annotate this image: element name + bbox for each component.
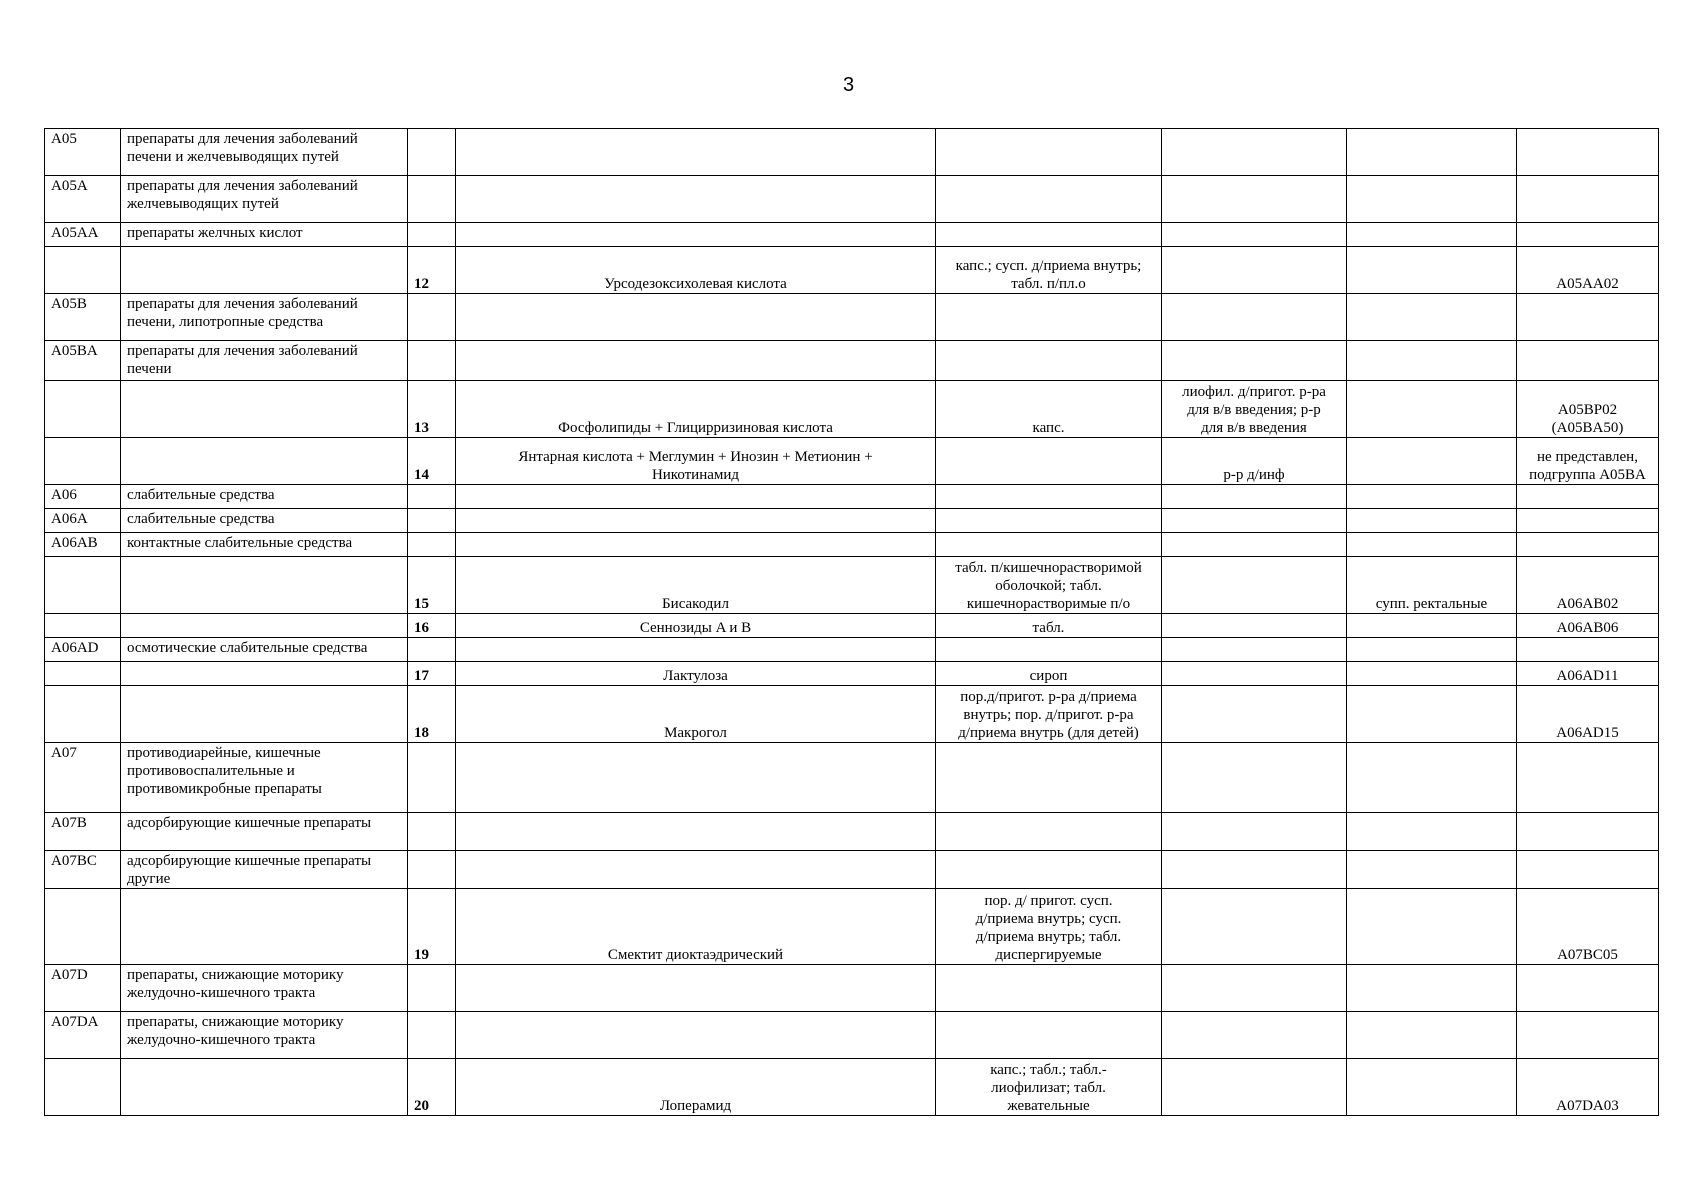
dosage-forms-parenteral xyxy=(1162,557,1347,614)
atc-code: A06AD11 xyxy=(1517,662,1659,686)
dosage-forms-oral xyxy=(936,341,1162,381)
table-row xyxy=(45,1012,1659,1059)
atc-code xyxy=(1517,965,1659,1012)
dosage-forms-parenteral xyxy=(1162,889,1347,965)
atc-group-name xyxy=(121,889,408,965)
atc-group-name: контактные слабительные средства xyxy=(121,533,408,557)
dosage-forms-parenteral xyxy=(1162,686,1347,743)
drug-name: Лоперамид xyxy=(456,1059,936,1116)
dosage-forms-oral xyxy=(936,223,1162,247)
dosage-forms-other xyxy=(1347,813,1517,851)
dosage-forms-other xyxy=(1347,889,1517,965)
table-row xyxy=(45,662,1659,686)
item-number: 14 xyxy=(408,438,456,485)
drug-name: Макрогол xyxy=(456,686,936,743)
atc-code xyxy=(1517,851,1659,889)
atc-group-code: A05AA xyxy=(45,223,121,247)
atc-group-name: препараты для лечения заболеваний печени и желчевыводящих путей xyxy=(121,129,408,176)
atc-code xyxy=(1517,743,1659,813)
item-number xyxy=(408,341,456,381)
item-number: 16 xyxy=(408,614,456,638)
dosage-forms-oral xyxy=(936,743,1162,813)
atc-group-code: A07DA xyxy=(45,1012,121,1059)
drug-name xyxy=(456,743,936,813)
item-number: 20 xyxy=(408,1059,456,1116)
dosage-forms-other xyxy=(1347,176,1517,223)
drug-name xyxy=(456,223,936,247)
atc-group-name xyxy=(121,662,408,686)
dosage-forms-oral: табл. п/кишечнорастворимой оболочкой; табл. кишечнорастворимые п/о xyxy=(936,557,1162,614)
atc-code xyxy=(1517,223,1659,247)
dosage-forms-oral xyxy=(936,176,1162,223)
atc-group-code: A07B xyxy=(45,813,121,851)
table-row xyxy=(45,438,1659,485)
atc-code: A06AD15 xyxy=(1517,686,1659,743)
atc-code: A05BP02 (A05BA50) xyxy=(1517,381,1659,438)
dosage-forms-oral xyxy=(936,438,1162,485)
dosage-forms-other xyxy=(1347,1012,1517,1059)
item-number: 12 xyxy=(408,247,456,294)
drug-name xyxy=(456,1012,936,1059)
drug-name xyxy=(456,485,936,509)
dosage-forms-oral: капс.; табл.; табл.- лиофилизат; табл. жевательные xyxy=(936,1059,1162,1116)
table-row xyxy=(45,129,1659,176)
item-number xyxy=(408,176,456,223)
item-number xyxy=(408,485,456,509)
dosage-forms-parenteral xyxy=(1162,247,1347,294)
table-row xyxy=(45,743,1659,813)
atc-code xyxy=(1517,638,1659,662)
atc-code xyxy=(1517,129,1659,176)
dosage-forms-oral: сироп xyxy=(936,662,1162,686)
dosage-forms-parenteral xyxy=(1162,813,1347,851)
atc-group-code xyxy=(45,438,121,485)
atc-group-name: препараты, снижающие моторику желудочно-кишечного тракта xyxy=(121,965,408,1012)
dosage-forms-parenteral xyxy=(1162,614,1347,638)
atc-code xyxy=(1517,1012,1659,1059)
dosage-forms-parenteral xyxy=(1162,662,1347,686)
atc-group-name xyxy=(121,614,408,638)
table-row xyxy=(45,813,1659,851)
dosage-forms-oral xyxy=(936,851,1162,889)
drug-name: Смектит диоктаэдрический xyxy=(456,889,936,965)
atc-group-name: слабительные средства xyxy=(121,485,408,509)
dosage-forms-parenteral xyxy=(1162,533,1347,557)
dosage-forms-other xyxy=(1347,381,1517,438)
table-row xyxy=(45,686,1659,743)
atc-group-code: A06AB xyxy=(45,533,121,557)
atc-group-name xyxy=(121,438,408,485)
drug-name: Фосфолипиды + Глицирризиновая кислота xyxy=(456,381,936,438)
drug-name xyxy=(456,851,936,889)
table-row xyxy=(45,381,1659,438)
drug-name: Бисакодил xyxy=(456,557,936,614)
atc-code xyxy=(1517,176,1659,223)
atc-group-name: препараты для лечения заболеваний печени xyxy=(121,341,408,381)
atc-group-name: препараты желчных кислот xyxy=(121,223,408,247)
drug-name xyxy=(456,509,936,533)
dosage-forms-parenteral xyxy=(1162,1059,1347,1116)
atc-group-code: A06 xyxy=(45,485,121,509)
item-number xyxy=(408,743,456,813)
dosage-forms-other xyxy=(1347,247,1517,294)
atc-group-name: адсорбирующие кишечные препараты другие xyxy=(121,851,408,889)
atc-group-code: A07 xyxy=(45,743,121,813)
atc-code xyxy=(1517,485,1659,509)
table-row xyxy=(45,485,1659,509)
table-row xyxy=(45,851,1659,889)
dosage-forms-parenteral xyxy=(1162,223,1347,247)
dosage-forms-oral xyxy=(936,485,1162,509)
table-row xyxy=(45,614,1659,638)
item-number: 18 xyxy=(408,686,456,743)
item-number xyxy=(408,294,456,341)
page-number: 3 xyxy=(842,74,855,96)
dosage-forms-parenteral xyxy=(1162,176,1347,223)
item-number xyxy=(408,509,456,533)
dosage-forms-oral xyxy=(936,813,1162,851)
item-number xyxy=(408,638,456,662)
dosage-forms-oral xyxy=(936,1012,1162,1059)
dosage-forms-other xyxy=(1347,662,1517,686)
dosage-forms-other xyxy=(1347,485,1517,509)
table-row xyxy=(45,965,1659,1012)
dosage-forms-parenteral xyxy=(1162,509,1347,533)
dosage-forms-oral xyxy=(936,509,1162,533)
atc-group-code: A05 xyxy=(45,129,121,176)
atc-group-code: A05BA xyxy=(45,341,121,381)
drug-name xyxy=(456,638,936,662)
table-row xyxy=(45,1059,1659,1116)
dosage-forms-parenteral xyxy=(1162,743,1347,813)
item-number xyxy=(408,1012,456,1059)
table-row xyxy=(45,638,1659,662)
dosage-forms-oral: табл. xyxy=(936,614,1162,638)
atc-code: не представлен, подгруппа A05BA xyxy=(1517,438,1659,485)
dosage-forms-parenteral xyxy=(1162,294,1347,341)
atc-group-code xyxy=(45,614,121,638)
item-number xyxy=(408,223,456,247)
table-row xyxy=(45,533,1659,557)
dosage-forms-other xyxy=(1347,638,1517,662)
atc-group-name: слабительные средства xyxy=(121,509,408,533)
dosage-forms-oral xyxy=(936,294,1162,341)
atc-code: A07BC05 xyxy=(1517,889,1659,965)
drug-name: Лактулоза xyxy=(456,662,936,686)
table-row xyxy=(45,223,1659,247)
atc-code xyxy=(1517,533,1659,557)
table-row xyxy=(45,294,1659,341)
dosage-forms-parenteral xyxy=(1162,638,1347,662)
drug-name xyxy=(456,533,936,557)
item-number xyxy=(408,129,456,176)
dosage-forms-parenteral: лиофил. д/пригот. р-ра для в/в введения; р-р для в/в введения xyxy=(1162,381,1347,438)
atc-group-name xyxy=(121,381,408,438)
dosage-forms-other xyxy=(1347,509,1517,533)
drug-name xyxy=(456,965,936,1012)
item-number xyxy=(408,533,456,557)
item-number xyxy=(408,813,456,851)
drug-name: Янтарная кислота + Меглумин + Инозин + Метионин + Никотинамид xyxy=(456,438,936,485)
drug-registry-table xyxy=(44,128,1659,1116)
atc-code: A05AA02 xyxy=(1517,247,1659,294)
dosage-forms-oral: пор.д/пригот. р-ра д/приема внутрь; пор. д/пригот. р-ра д/приема внутрь (для детей) xyxy=(936,686,1162,743)
dosage-forms-other xyxy=(1347,965,1517,1012)
dosage-forms-other: супп. ректальные xyxy=(1347,557,1517,614)
dosage-forms-parenteral: р-р д/инф xyxy=(1162,438,1347,485)
atc-group-code xyxy=(45,381,121,438)
dosage-forms-other xyxy=(1347,223,1517,247)
atc-code xyxy=(1517,813,1659,851)
table-row xyxy=(45,509,1659,533)
atc-group-code xyxy=(45,247,121,294)
item-number: 15 xyxy=(408,557,456,614)
atc-group-name: препараты для лечения заболеваний желчевыводящих путей xyxy=(121,176,408,223)
dosage-forms-oral: капс. xyxy=(936,381,1162,438)
table-row xyxy=(45,247,1659,294)
atc-group-name: адсорбирующие кишечные препараты xyxy=(121,813,408,851)
item-number: 19 xyxy=(408,889,456,965)
atc-group-code: A06AD xyxy=(45,638,121,662)
atc-group-name xyxy=(121,686,408,743)
dosage-forms-parenteral xyxy=(1162,851,1347,889)
drug-name xyxy=(456,813,936,851)
drug-name xyxy=(456,176,936,223)
atc-group-name xyxy=(121,247,408,294)
dosage-forms-other xyxy=(1347,614,1517,638)
item-number xyxy=(408,965,456,1012)
atc-group-code xyxy=(45,557,121,614)
atc-code: A07DA03 xyxy=(1517,1059,1659,1116)
dosage-forms-oral: капс.; сусп. д/приема внутрь; табл. п/пл.о xyxy=(936,247,1162,294)
atc-group-name: препараты для лечения заболеваний печени, липотропные средства xyxy=(121,294,408,341)
atc-code xyxy=(1517,341,1659,381)
atc-group-name: препараты, снижающие моторику желудочно-кишечного тракта xyxy=(121,1012,408,1059)
dosage-forms-oral: пор. д/ пригот. сусп. д/приема внутрь; сусп. д/приема внутрь; табл. диспергируемые xyxy=(936,889,1162,965)
atc-group-name xyxy=(121,1059,408,1116)
dosage-forms-other xyxy=(1347,686,1517,743)
dosage-forms-oral xyxy=(936,533,1162,557)
table-row xyxy=(45,557,1659,614)
dosage-forms-oral xyxy=(936,638,1162,662)
atc-group-code xyxy=(45,1059,121,1116)
atc-group-code: A06A xyxy=(45,509,121,533)
atc-group-code: A05B xyxy=(45,294,121,341)
dosage-forms-other xyxy=(1347,341,1517,381)
table-row xyxy=(45,341,1659,381)
drug-name: Сеннозиды A и B xyxy=(456,614,936,638)
item-number: 13 xyxy=(408,381,456,438)
item-number: 17 xyxy=(408,662,456,686)
atc-group-name xyxy=(121,557,408,614)
atc-group-code xyxy=(45,889,121,965)
atc-group-code xyxy=(45,662,121,686)
dosage-forms-parenteral xyxy=(1162,129,1347,176)
atc-group-code: A07BC xyxy=(45,851,121,889)
dosage-forms-other xyxy=(1347,533,1517,557)
atc-group-code: A07D xyxy=(45,965,121,1012)
atc-code xyxy=(1517,509,1659,533)
item-number xyxy=(408,851,456,889)
atc-code: A06AB02 xyxy=(1517,557,1659,614)
dosage-forms-parenteral xyxy=(1162,1012,1347,1059)
dosage-forms-other xyxy=(1347,438,1517,485)
dosage-forms-other xyxy=(1347,851,1517,889)
drug-name xyxy=(456,129,936,176)
drug-name xyxy=(456,294,936,341)
atc-group-code xyxy=(45,686,121,743)
table-row xyxy=(45,889,1659,965)
table-row xyxy=(45,176,1659,223)
dosage-forms-other xyxy=(1347,743,1517,813)
atc-code xyxy=(1517,294,1659,341)
dosage-forms-other xyxy=(1347,294,1517,341)
dosage-forms-parenteral xyxy=(1162,341,1347,381)
dosage-forms-parenteral xyxy=(1162,965,1347,1012)
dosage-forms-oral xyxy=(936,965,1162,1012)
atc-code: A06AB06 xyxy=(1517,614,1659,638)
dosage-forms-parenteral xyxy=(1162,485,1347,509)
dosage-forms-oral xyxy=(936,129,1162,176)
atc-group-name: осмотические слабительные средства xyxy=(121,638,408,662)
atc-group-name: противодиарейные, кишечные противовоспалительные и противомикробные препараты xyxy=(121,743,408,813)
dosage-forms-other xyxy=(1347,1059,1517,1116)
atc-group-code: A05A xyxy=(45,176,121,223)
dosage-forms-other xyxy=(1347,129,1517,176)
drug-name xyxy=(456,341,936,381)
drug-name: Урсодезоксихолевая кислота xyxy=(456,247,936,294)
